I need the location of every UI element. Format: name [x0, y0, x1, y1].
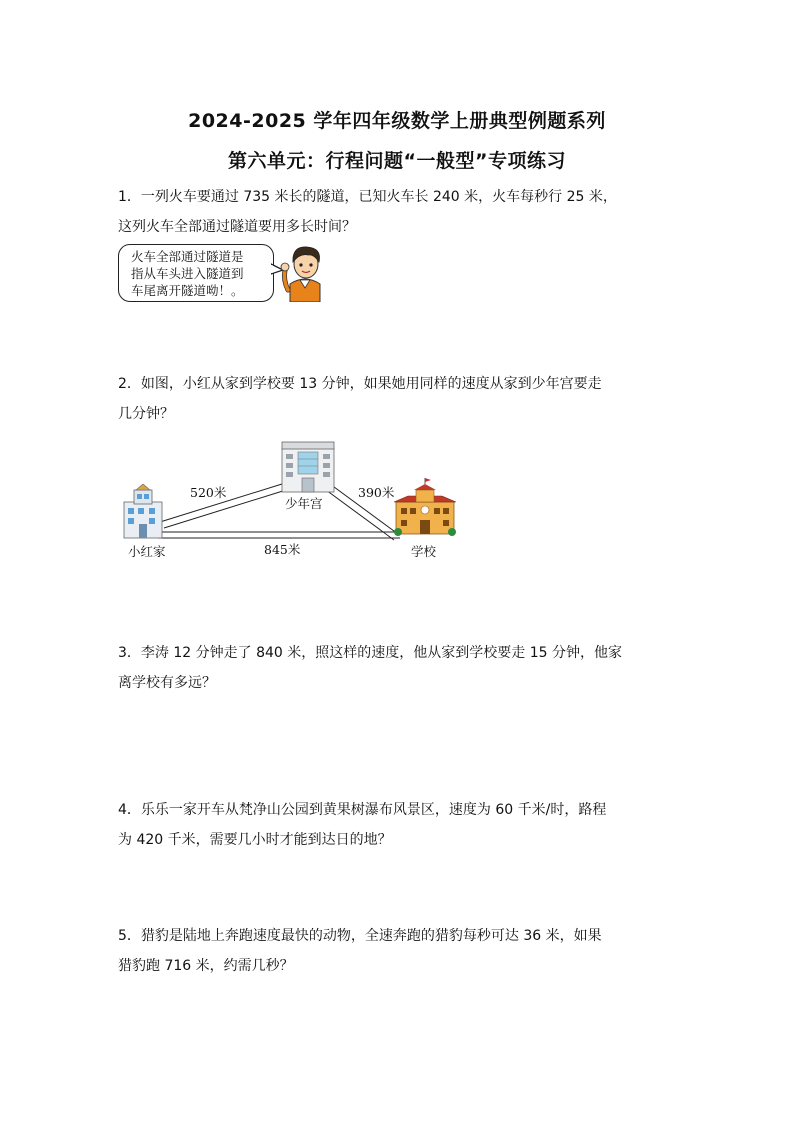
distance-label-palace-school: 390米 — [358, 485, 395, 500]
distance-label-home-school: 845米 — [264, 542, 301, 557]
home-building-icon — [124, 484, 162, 538]
question-3-line-1: 3．李涛 12 分钟走了 840 米，照这样的速度，他从家到学校要走 15 分钟，他家 — [118, 645, 622, 661]
worksheet-title: 2024-2025 学年四年级数学上册典型例题系列 — [188, 110, 606, 132]
road-home-school — [158, 532, 400, 538]
question-5-line-1: 5．猎豹是陆地上奔跑速度最快的动物，全速奔跑的猎豹每秒可达 36 米，如果 — [118, 928, 602, 944]
question-2-line-1: 2．如图，小红从家到学校要 13 分钟，如果她用同样的速度从家到少年宫要走 — [118, 376, 602, 392]
question-4-line-1: 4．乐乐一家开车从梵净山公园到黄果树瀑布风景区，速度为 60 千米/时，路程 — [118, 802, 607, 818]
worksheet-subtitle: 第六单元：行程问题“一般型”专项练习 — [228, 150, 566, 172]
question-4 — [118, 795, 688, 855]
youth-palace-building-icon — [282, 442, 334, 492]
hint-line-3: 车尾离开隧道呦！。 — [131, 283, 244, 298]
question-4-line-2: 为 420 千米，需要几小时才能到达日的地？ — [118, 832, 392, 848]
location-label-home: 小红家 — [128, 544, 166, 559]
hint-speech-bubble — [118, 244, 274, 302]
question-3 — [118, 638, 688, 698]
question-5-line-2: 猎豹跑 716 米，约需几秒？ — [118, 958, 294, 974]
question-2-line-2: 几分钟？ — [118, 406, 174, 422]
location-label-school: 学校 — [411, 544, 437, 559]
question-5 — [118, 921, 688, 981]
question-1 — [118, 182, 688, 242]
location-label-palace: 少年宫 — [285, 496, 323, 511]
question-3-line-2: 离学校有多远？ — [118, 675, 216, 691]
distance-label-home-palace: 520米 — [190, 485, 227, 500]
hint-line-2: 指从车头进入隧道到 — [131, 266, 244, 281]
question-2 — [118, 369, 688, 429]
question-1-line-2: 这列火车全部通过隧道要用多长时间？ — [118, 219, 356, 235]
question-1-line-1: 1．一列火车要通过 735 米长的隧道，已知火车长 240 米，火车每秒行 25 米， — [118, 189, 617, 205]
boy-cartoon-icon — [280, 240, 330, 302]
school-building-icon — [394, 478, 456, 536]
hint-line-1: 火车全部通过隧道是 — [131, 249, 244, 264]
